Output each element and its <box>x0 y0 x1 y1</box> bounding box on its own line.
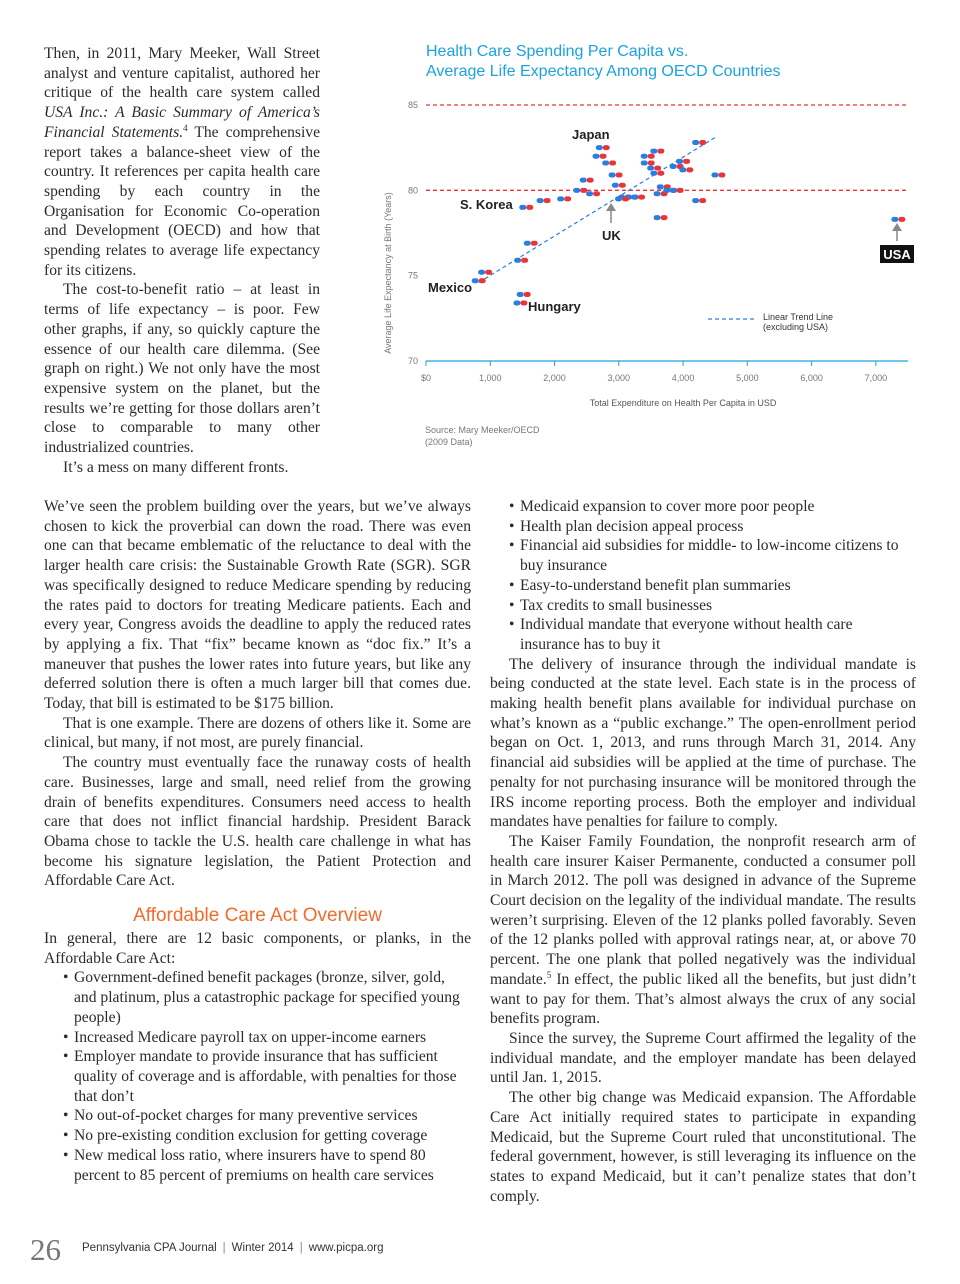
data-point <box>718 172 725 177</box>
intro-column <box>44 44 320 477</box>
data-point <box>692 198 699 203</box>
data-point <box>898 217 905 222</box>
data-point <box>663 188 670 193</box>
list-item: • Medicaid expansion to cover more poor people <box>490 497 916 517</box>
y-tick-label: 85 <box>407 100 418 110</box>
data-point <box>524 292 531 297</box>
chart-source-year: (2009 Data) <box>425 437 473 447</box>
data-point <box>524 241 531 246</box>
right-paragraph-4: The other big change was Medicaid expansion. The Affordable Care Act initially required states to participate in expanding Medicaid, but the Supreme Court ruled that unconstitutional. The federal government, however, is still leveraging its influence on the states to expand Medicaid, but it can’t penalize states that don’t comply. <box>490 1089 916 1205</box>
data-point <box>686 167 693 172</box>
data-point <box>619 183 626 188</box>
footer-url[interactable]: www.picpa.org <box>308 1242 384 1254</box>
data-point <box>519 205 526 210</box>
left-paragraph-6: In general, there are 12 basic components, or planks, in the Affordable Care Act: <box>44 930 471 967</box>
chart-plot <box>378 40 923 460</box>
legend-label: Linear Trend Line <box>763 312 834 322</box>
right-p2-text-b: In effect, the public liked all the benefits, but just didn’t want to pay for them. That’s almost always the crux of any social benefits program. <box>490 970 916 1028</box>
data-point <box>657 184 664 189</box>
data-point <box>670 164 677 169</box>
data-point <box>650 171 657 176</box>
issue-date: Winter 2014 <box>231 1242 294 1254</box>
page-number: 26 <box>30 1232 61 1267</box>
report-title: USA Inc.: A Basic Summary of America’s Financial Statements. <box>44 104 320 141</box>
uk-arrow-head <box>606 203 616 211</box>
data-point <box>596 145 603 150</box>
list-item: • Individual mandate that everyone without health care insurance has to buy it <box>490 615 916 654</box>
x-tick-label: $0 <box>420 373 432 383</box>
data-point <box>638 195 645 200</box>
country-label-skorea: S. Korea <box>460 197 513 212</box>
list-item: • No out-of-pocket charges for many preventive services <box>44 1106 471 1126</box>
left-paragraph-5: The country must eventually face the runaway costs of health care. Businesses, large and small, need relief from the growing drain of benefits expenditures. Consumers need access to health care that does not inflict financial hardship. President Barack Obama chose to tackle the U.S. health care challenge in what has become his signature legislation, the Patient Protection and Affordable Care Act. <box>44 754 471 890</box>
data-point <box>631 195 638 200</box>
data-point <box>513 300 520 305</box>
data-point <box>526 205 533 210</box>
list-item: • Financial aid subsidies for middle- to low-income citizens to buy insurance <box>490 536 916 575</box>
x-tick-label: 4,000 <box>671 373 695 383</box>
list-item: • No pre-existing condition exclusion for getting coverage <box>44 1126 471 1146</box>
data-point <box>616 172 623 177</box>
list-item: • Increased Medicare payroll tax on upper-income earners <box>44 1028 471 1048</box>
y-tick-label: 80 <box>407 185 418 196</box>
footnote-ref-5: 5 <box>546 969 552 980</box>
data-point <box>544 198 551 203</box>
planks-list-right <box>490 497 916 655</box>
country-label-hungary: Hungary <box>528 299 581 314</box>
country-label-mexico: Mexico <box>428 280 473 295</box>
intro-p1-text-a: Then, in 2011, Mary Meeker, Wall Street analyst and venture capitalist, authored her critique of the health care system called <box>44 45 320 102</box>
chart-source: Source: Mary Meeker/OECD <box>425 425 540 435</box>
data-point <box>564 196 571 201</box>
data-point <box>622 196 629 201</box>
data-point <box>677 188 684 193</box>
x-tick-label: 5,000 <box>736 373 759 383</box>
data-point <box>537 198 544 203</box>
data-point <box>648 154 655 159</box>
data-point <box>580 178 587 183</box>
data-point <box>587 178 594 183</box>
data-point <box>479 278 486 283</box>
data-point <box>699 198 706 203</box>
data-point <box>593 154 600 159</box>
data-point <box>711 172 718 177</box>
footer-line <box>82 1242 383 1254</box>
x-tick-label: 3,000 <box>607 373 631 383</box>
data-point <box>517 292 524 297</box>
data-point <box>609 172 616 177</box>
country-label-uk: UK <box>602 228 621 243</box>
list-item: • Tax credits to small businesses <box>490 596 916 616</box>
data-point <box>478 270 485 275</box>
right-p2-text-a: The Kaiser Family Foundation, the nonprofit research arm of health care insurer Kaiser Permanente, conducted a consumer poll in March 2012. The poll was designed in advance of the Supreme Court decision on the legality of the individual mandate. The results weren’t surprising. Eleven of the 12 planks polled favorably. Seven of the 12 planks polled with approval ratings near, at, or above 70 percent. The one plank that polled negatively was the individual mandate. <box>490 832 916 988</box>
data-point <box>679 167 686 172</box>
x-tick-label: 6,000 <box>800 373 823 383</box>
footer-separator: | <box>299 1242 303 1254</box>
data-point <box>647 166 654 171</box>
y-axis-title: Average Life Expectancy at Birth (Years) <box>383 192 393 354</box>
x-tick-label: 2,000 <box>543 373 566 383</box>
data-point <box>600 154 607 159</box>
legend-label: (excluding USA) <box>763 322 829 332</box>
data-point <box>699 140 706 145</box>
right-paragraph-3: Since the survey, the Supreme Court affirmed the legality of the individual mandate, and the employer mandate has been delayed until Jan. 1, 2015. <box>490 1029 916 1087</box>
data-point <box>514 258 521 263</box>
section-heading-aca: Affordable Care Act Overview <box>133 905 382 927</box>
intro-paragraph-3-start: It’s a mess on many different fronts. <box>63 458 289 476</box>
data-point <box>586 191 593 196</box>
list-item: • Health plan decision appeal process <box>490 517 916 537</box>
data-point <box>683 159 690 164</box>
x-tick-label: 1,000 <box>479 373 502 383</box>
data-point <box>520 300 527 305</box>
journal-name: Pennsylvania CPA Journal <box>82 1242 217 1254</box>
data-point <box>612 183 619 188</box>
usa-arrow-head <box>892 223 902 231</box>
data-point <box>557 196 564 201</box>
left-main-column <box>44 497 471 1185</box>
list-item: • New medical loss ratio, where insurers have to spend 80 percent to 85 percent of premiums on health care services <box>44 1146 471 1185</box>
data-point <box>641 154 648 159</box>
data-point <box>603 145 610 150</box>
data-point <box>654 191 661 196</box>
data-point <box>657 149 664 154</box>
data-point <box>602 161 609 166</box>
data-point <box>531 241 538 246</box>
right-paragraph-1: The delivery of insurance through the individual mandate is being conducted at the state level. Each state is in the process of making health benefit plans available for individual purchase on what’s known as a “public exchange.” The open-enrollment period began on Oct. 1, 2013, and runs through March 31, 2014. Any financial aid subsidies will be applied at the time of purchase. The penalty for not purchasing insurance will be monitored through the IRS income reporting process. Both the employer and individual mandates have penalties for failure to comply. <box>490 655 916 831</box>
left-paragraph-3-cont: We’ve seen the problem building over the years, but we’ve always chosen to kick the proverbial can down the road. There was even one can that became emblematic of the reluctance to deal with the larger health care crisis: the Sustainable Growth Rate (SGR). SGR was specifically designed to reduce Medicare spending by reducing the rates paid to doctors for treating Medicare patients. Each and every year, Congress avoids the deadline to apply the reduced rates by applying a fix. That “fix” became known as “doc fix.” It’s a maneuver that pushes the lower rates into future years, but like any deferred solution there is often a much larger bill that comes due. Today, that bill is estimated to be $175 billion. <box>44 498 471 713</box>
x-axis-title: Total Expenditure on Health Per Capita in USD <box>589 398 777 408</box>
data-point <box>580 188 587 193</box>
right-main-column <box>490 497 916 1206</box>
data-point <box>657 171 664 176</box>
right-paragraph-2 <box>490 832 916 1029</box>
list-item: • Employer mandate to provide insurance that has sufficient quality of coverage and is affordable, with penalties for those that don’t <box>44 1047 471 1106</box>
left-paragraph-4: That is one example. There are dozens of others like it. Some are clinical, but many, if not most, are purely financial. <box>44 714 471 752</box>
list-item: • Government-defined benefit packages (bronze, silver, gold, and platinum, plus a catastrophic package for specified young people) <box>44 968 471 1027</box>
intro-p1-text-b: The comprehensive report takes a balance-sheet view of the country. It references per capita health care spending by each country in the Organisation for Economic Co-operation and Development (OECD) and how that spending relates to average life expectancy for its citizens. <box>44 123 320 279</box>
data-point <box>676 159 683 164</box>
data-point <box>650 149 657 154</box>
data-point <box>593 191 600 196</box>
data-point <box>670 188 677 193</box>
data-point <box>654 166 661 171</box>
footer-separator: | <box>222 1242 226 1254</box>
data-point <box>648 161 655 166</box>
country-label-japan: Japan <box>572 127 610 142</box>
footnote-ref-4: 4 <box>183 122 188 133</box>
data-point <box>609 161 616 166</box>
data-point <box>615 196 622 201</box>
data-point <box>521 258 528 263</box>
data-point <box>654 215 661 220</box>
planks-list-left <box>44 968 471 1185</box>
data-point <box>472 278 479 283</box>
list-item: • Easy-to-understand benefit plan summaries <box>490 576 916 596</box>
data-point <box>485 270 492 275</box>
country-label-usa: USA <box>883 247 911 262</box>
y-tick-label: 70 <box>407 356 418 366</box>
intro-paragraph-2: The cost-to-benefit ratio – at least in terms of life expectancy – is poor. Few other graphs, if any, so quickly capture the essence of our health care dilemma. (See graph on right.) We not only have the most expensive system on the planet, but the results we’re getting for those dollars aren’t close to comparable to many other industrialized countries. <box>44 281 320 457</box>
chart-title-line-2: Average Life Expectancy Among OECD Countries <box>426 63 781 80</box>
data-point <box>573 188 580 193</box>
data-point <box>692 140 699 145</box>
data-point <box>641 161 648 166</box>
intro-paragraph-1 <box>44 44 320 280</box>
life-expectancy-chart <box>378 40 923 460</box>
chart-title-line-1: Health Care Spending Per Capita vs. <box>426 43 689 60</box>
data-point <box>661 215 668 220</box>
y-tick-label: 75 <box>407 270 418 281</box>
x-tick-label: 7,000 <box>864 373 888 383</box>
page-footer <box>30 1232 930 1266</box>
data-point <box>891 217 898 222</box>
